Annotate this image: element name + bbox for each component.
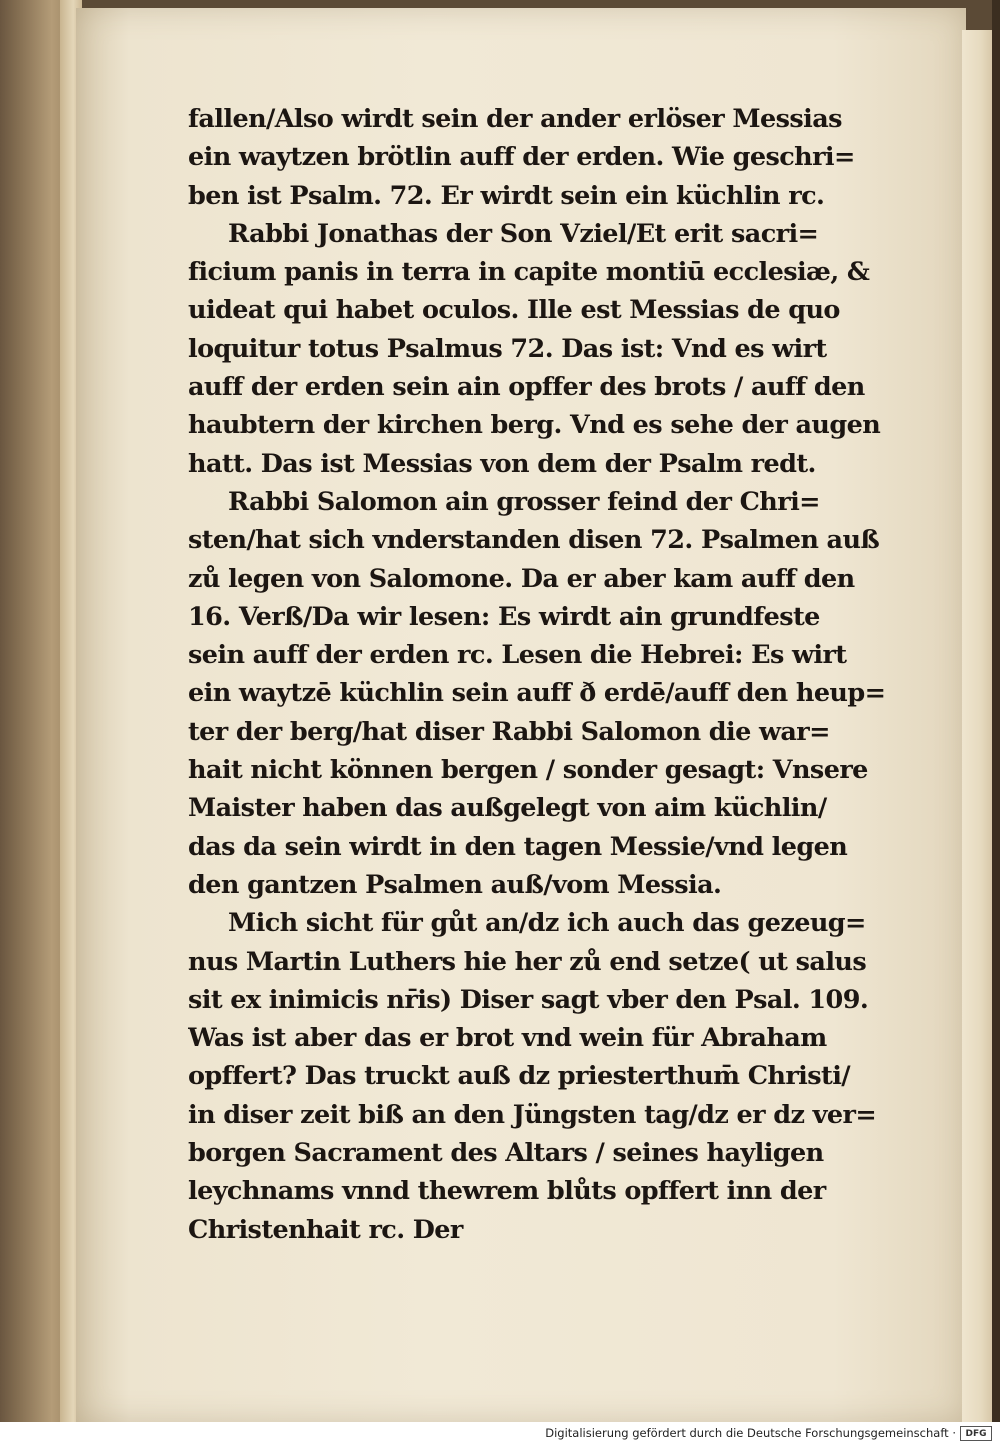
- dfg-logo: DFG: [960, 1426, 992, 1441]
- text-line: sten/hat sich vnderstanden disen 72. Psalmen auß: [188, 525, 880, 556]
- text-line: fallen/Also wirdt sein der ander erlöser Messias: [188, 104, 842, 134]
- text-line: in diser zeit biß an den Jüngsten tag/dz er dz ver=: [188, 1099, 877, 1130]
- text-line: haubtern der kirchen berg. Vnd es sehe der augen: [188, 410, 881, 441]
- page-text: [188, 100, 918, 1249]
- text-line: Christenhait rc. Der: [188, 1214, 463, 1245]
- text-line: ter der berg/hat diser Rabbi Salomon die war=: [188, 716, 830, 747]
- text-line: ben ist Psalm. 72. Er wirdt sein ein küchlin rc.: [188, 180, 825, 211]
- text-line: den gantzen Psalmen auß/vom Messia.: [188, 869, 722, 900]
- text-line: leychnams vnnd thewrem blůts opffert inn der: [188, 1176, 826, 1207]
- footer-bar: [0, 1422, 1000, 1445]
- text-line: borgen Sacrament des Altars / seines hayligen: [188, 1138, 824, 1169]
- text-line: loquitur totus Psalmus 72. Das ist: Vnd es wirt: [188, 333, 827, 364]
- text-line: Rabbi Jonathas der Son Vziel/Et erit sacri=: [228, 218, 819, 249]
- text-line: sein auff der erden rc. Lesen die Hebrei: Es wirt: [188, 640, 847, 671]
- text-line: ficium panis in terra in capite montiū ecclesiæ, &: [188, 257, 870, 288]
- text-line: sit ex inimicis nr̄is) Diser sagt vber den Psal. 109.: [188, 984, 869, 1015]
- text-line: hait nicht können bergen / sonder gesagt: Vnsere: [188, 755, 868, 786]
- text-line: Maister haben das außgelegt von aim küchlin/: [188, 793, 827, 824]
- text-line: ein waytzē küchlin sein auff ð erdē/auff den heup=: [188, 678, 886, 709]
- text-line: auff der erden sein ain opffer des brots / auff den: [188, 372, 865, 403]
- text-line: nus Martin Luthers hie her zů end setze( ut salus: [188, 946, 867, 977]
- funding-credit: Digitalisierung gefördert durch die Deutsche Forschungsgemeinschaft ·: [545, 1426, 956, 1440]
- right-cover-edge: [992, 0, 1000, 1422]
- text-line: das da sein wirdt in den tagen Messie/vnd legen: [188, 831, 848, 862]
- text-line: ein waytzen brötlin auff der erden. Wie geschri=: [188, 142, 855, 173]
- text-line: uideat qui habet oculos. Ille est Messias de quo: [188, 295, 840, 326]
- text-line: Was ist aber das er brot vnd wein für Abraham: [188, 1023, 827, 1054]
- text-line: opffert? Das truckt auß dz priesterthum̄ Christi/: [188, 1061, 850, 1092]
- text-line: Mich sicht für gůt an/dz ich auch das gezeug=: [228, 908, 866, 939]
- text-line: zů legen von Salomone. Da er aber kam auff den: [188, 563, 855, 594]
- text-line: 16. Verß/Da wir lesen: Es wirdt ain grundfeste: [188, 601, 820, 632]
- text-line: hatt. Das ist Messias von dem der Psalm redt.: [188, 448, 816, 479]
- text-line: Rabbi Salomon ain grosser feind der Chri=: [228, 486, 820, 517]
